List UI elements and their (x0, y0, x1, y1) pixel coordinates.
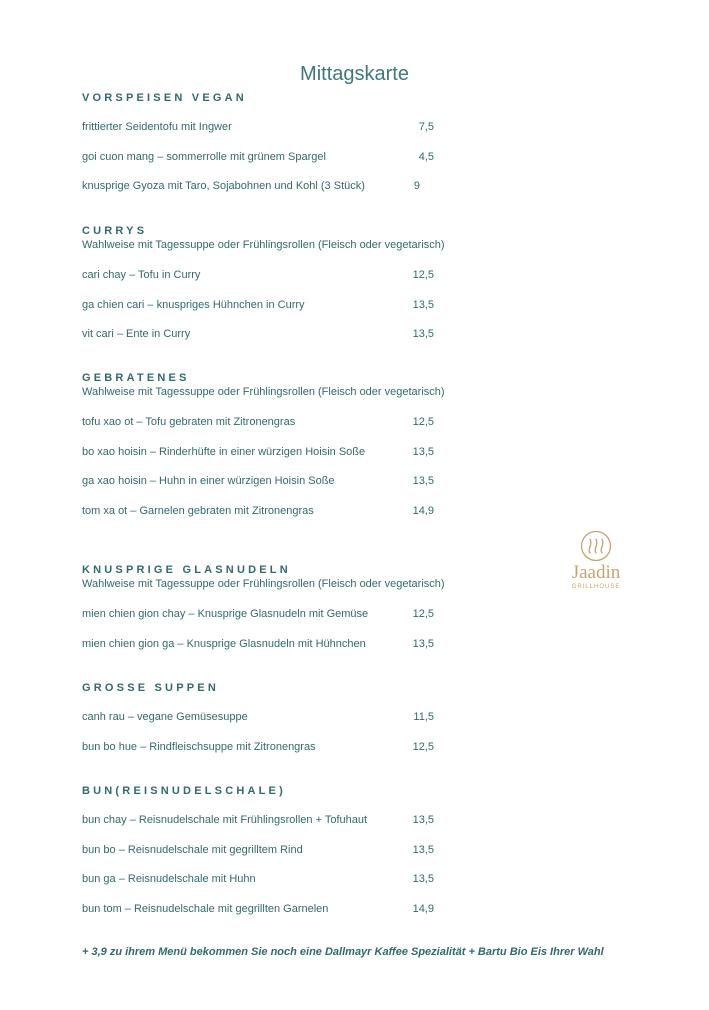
section-heading: KNUSPRIGE GLASNUDELN (82, 564, 291, 576)
item-price: 11,5 (413, 711, 434, 723)
page-title: Mittagskarte (300, 63, 409, 86)
item-price: 13,5 (412, 328, 434, 341)
section-heading: GROSSE SUPPEN (82, 682, 219, 694)
menu-item (82, 902, 462, 932)
section-subtitle: Wahlweise mit Tagessuppe oder Frühlingsrollen (Fleisch oder vegetarisch) (82, 386, 445, 398)
item-price: 13,5 (412, 637, 434, 650)
menu-item (82, 740, 462, 770)
item-name: mien chien gion ga – Knusprige Glasnudeln mit Hühnchen (82, 637, 366, 650)
item-name: mien chien gion chay – Knusprige Glasnudeln mit Gemüse (82, 608, 369, 620)
menu-item (82, 637, 462, 667)
item-price: 13,5 (412, 475, 434, 488)
section-heading: CURRYS (82, 225, 148, 237)
section-subtitle: Wahlweise mit Tagessuppe oder Frühlingsrollen (Fleisch oder vegetarisch) (82, 578, 445, 590)
item-price: 13,5 (412, 298, 434, 311)
flame-icon (580, 530, 612, 562)
item-price: 7,5 (418, 121, 434, 133)
logo-name: Jaadin (571, 562, 621, 583)
section-gebratenes (82, 371, 462, 533)
item-name: bun bo – Reisnudelschale mit gegrilltem Rind (82, 843, 303, 856)
menu-item (82, 298, 462, 328)
menu-item (82, 120, 462, 150)
restaurant-logo (563, 530, 629, 591)
section-currys (82, 224, 462, 357)
section-grosse-suppen (82, 681, 462, 769)
section-knusprige-glasnudeln (82, 563, 462, 666)
menu-item (82, 607, 462, 637)
item-name: goi cuon mang – sommerrolle mit grünem Spargel (82, 150, 326, 163)
menu-item (82, 710, 462, 740)
item-name: tom xa ot – Garnelen gebraten mit Zitronengras (82, 504, 314, 517)
section-heading: BUN(REISNUDELSCHALE) (82, 785, 286, 797)
item-price: 13,5 (412, 843, 434, 856)
item-price: 9 (413, 180, 420, 193)
item-price: 13,5 (412, 873, 434, 886)
menu-item (82, 268, 462, 298)
item-name: knusprige Gyoza mit Taro, Sojabohnen und Kohl (3 Stück) (82, 180, 365, 193)
menu-item (82, 504, 462, 534)
item-name: bun tom – Reisnudelschale mit gegrillten Garnelen (82, 902, 329, 915)
footer-note: + 3,9 zu ihrem Menü bekommen Sie noch eine Dallmayr Kaffee Spezialität + Bartu Bio Eis Ihrer Wahl (82, 946, 604, 958)
item-name: ga xao hoisin – Huhn in einer würzigen Hoisin Soße (82, 475, 335, 488)
item-name: ga chien cari – knuspriges Hühnchen in Curry (82, 298, 305, 311)
item-price: 12,5 (412, 608, 434, 620)
item-price: 13,5 (412, 445, 434, 458)
menu-item (82, 415, 462, 445)
item-price: 12,5 (412, 740, 434, 753)
item-name: bun chay – Reisnudelschale mit Frühlingsrollen + Tofuhaut (82, 814, 368, 826)
section-bun-reisnudelschale (82, 784, 462, 931)
item-price: 12,5 (412, 416, 434, 428)
item-price: 4,5 (418, 150, 434, 163)
section-subtitle: Wahlweise mit Tagessuppe oder Frühlingsrollen (Fleisch oder vegetarisch) (82, 239, 445, 251)
item-name: cari chay – Tofu in Curry (82, 269, 201, 281)
menu-item (82, 843, 462, 873)
section-heading: GEBRATENES (82, 372, 190, 384)
item-price: 13,5 (412, 814, 434, 826)
item-name: tofu xao ot – Tofu gebraten mit Zitronengras (82, 416, 296, 428)
item-name: vit cari – Ente in Curry (82, 328, 191, 341)
item-price: 14,9 (412, 902, 434, 915)
menu-item (82, 445, 462, 475)
menu-item (82, 150, 462, 180)
item-price: 14,9 (412, 504, 434, 517)
menu-item (82, 872, 462, 902)
section-vorspeisen-vegan (82, 91, 462, 209)
menu-item (82, 179, 462, 209)
menu-item (82, 474, 462, 504)
item-name: bun ga – Reisnudelschale mit Huhn (82, 873, 256, 886)
item-name: bo xao hoisin – Rinderhüfte in einer würzigen Hoisin Soße (82, 445, 366, 458)
item-name: bun bo hue – Rindfleischsuppe mit Zitronengras (82, 740, 316, 753)
section-heading: VORSPEISEN VEGAN (82, 92, 247, 104)
item-name: frittierter Seidentofu mit Ingwer (82, 121, 232, 133)
menu-item (82, 813, 462, 843)
menu-item (82, 327, 462, 357)
logo-subtitle: GRILLHOUSE (571, 584, 621, 590)
item-name: canh rau – vegane Gemüsesuppe (82, 711, 248, 723)
item-price: 12,5 (412, 269, 434, 281)
